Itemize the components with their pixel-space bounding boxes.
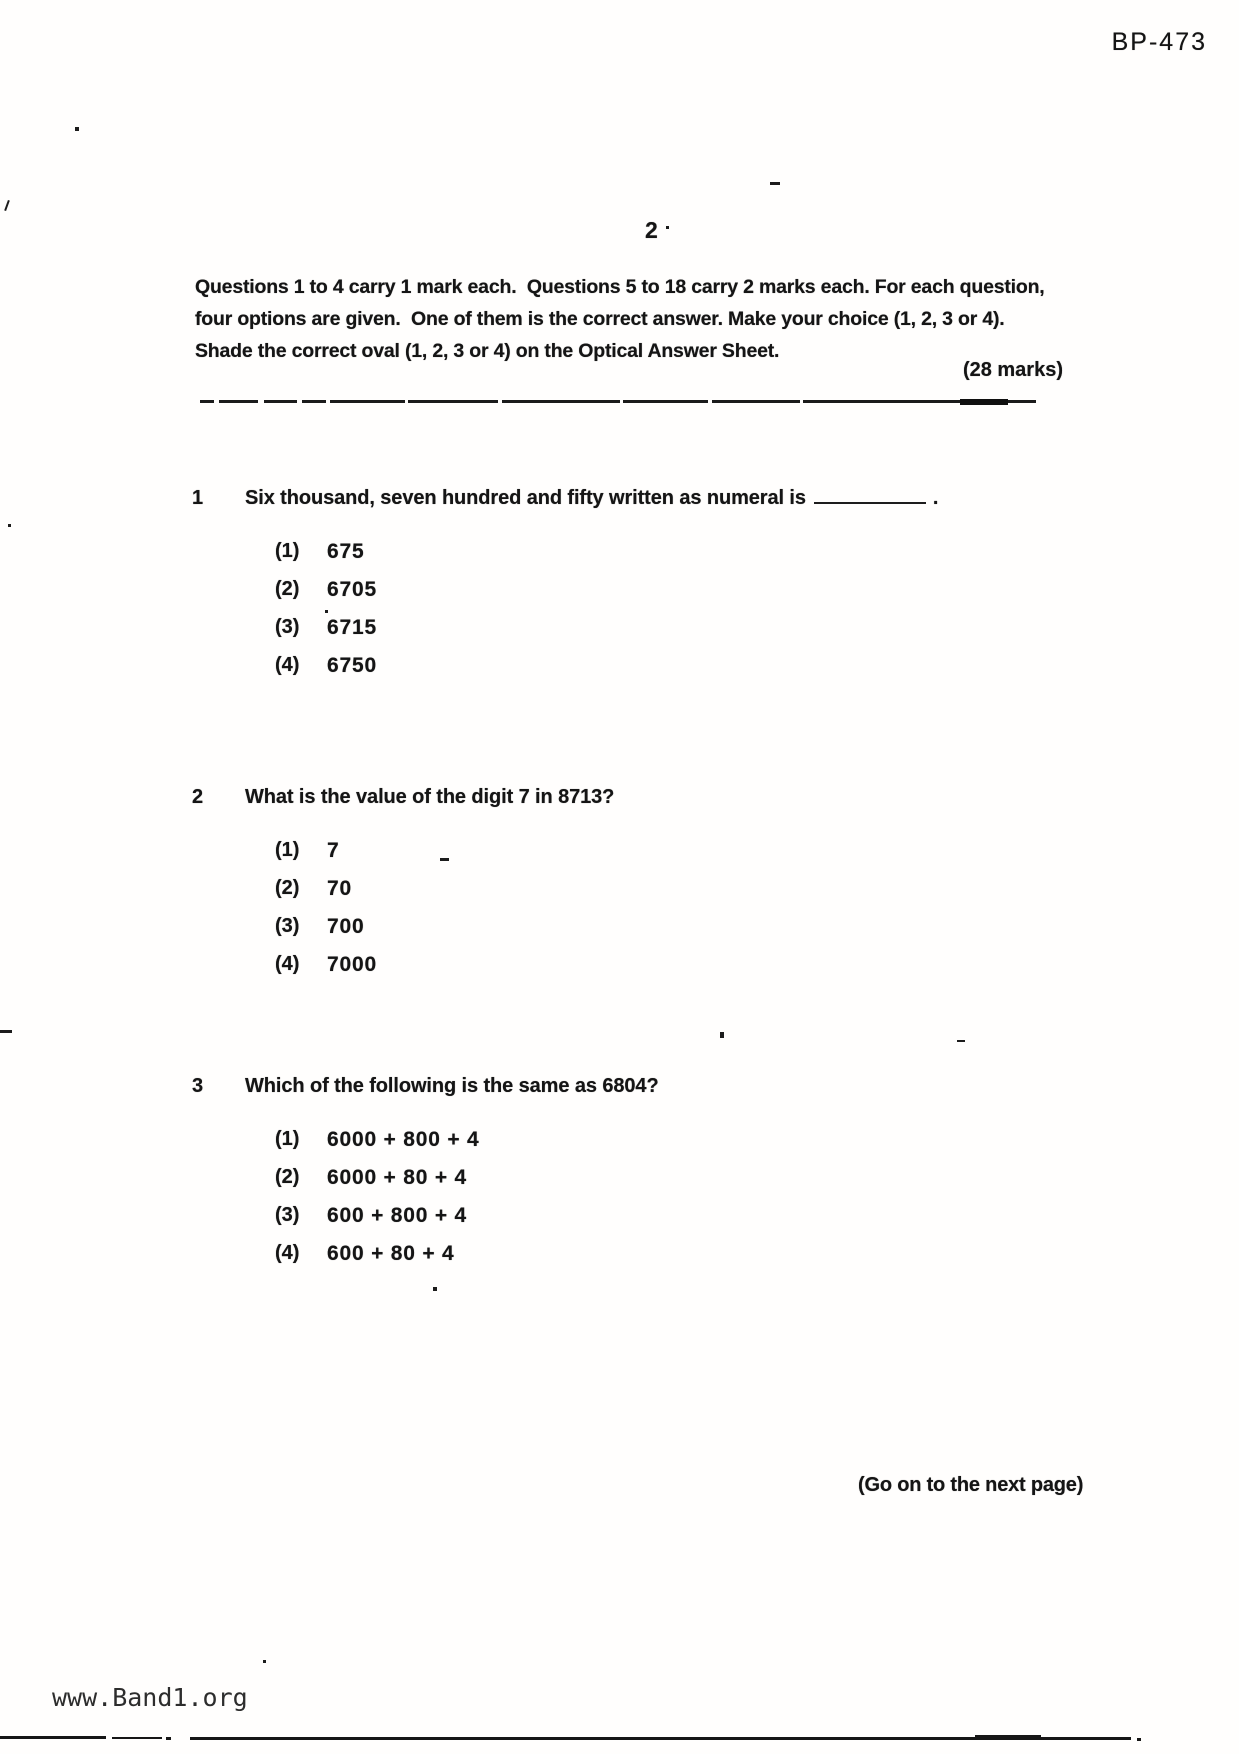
question bbox=[190, 487, 1090, 692]
edge-line-segment bbox=[975, 1735, 1041, 1740]
option-label: (4) bbox=[275, 654, 300, 676]
divider-gap bbox=[297, 398, 302, 405]
option-value: 6000 + 80 + 4 bbox=[327, 1166, 468, 1189]
doc-code: BP-473 bbox=[1111, 28, 1207, 56]
option-label: (2) bbox=[275, 1166, 300, 1188]
option-row bbox=[275, 1128, 1090, 1166]
option-value: 7000 bbox=[327, 953, 377, 976]
option-row bbox=[275, 540, 1090, 578]
marks-note: (28 marks) bbox=[962, 359, 1063, 381]
instruction-line: four options are given. One of them is the correct answer. Make your choice (1, 2, 3 or 4). bbox=[195, 308, 1005, 330]
divider-gap bbox=[214, 398, 219, 405]
scan-artifact bbox=[325, 610, 328, 613]
option-row bbox=[275, 839, 1090, 877]
option-value: 600 + 80 + 4 bbox=[327, 1242, 455, 1265]
section-divider-line bbox=[200, 400, 1036, 403]
scan-artifact bbox=[263, 1660, 266, 1663]
option-row bbox=[275, 877, 1090, 915]
option-value: 6705 bbox=[327, 578, 377, 601]
scan-artifact bbox=[0, 1030, 12, 1033]
option-value: 675 bbox=[327, 540, 365, 563]
divider-gap bbox=[405, 398, 408, 405]
question-text: Which of the following is the same as 6804? bbox=[245, 1075, 659, 1097]
option-label: (3) bbox=[275, 1204, 300, 1226]
question-text: What is the value of the digit 7 in 8713? bbox=[245, 786, 615, 808]
scan-artifact bbox=[440, 858, 449, 861]
scan-artifact bbox=[957, 1040, 965, 1042]
edge-line-segment bbox=[190, 1737, 975, 1740]
question-text: Six thousand, seven hundred and fifty written as numeral is bbox=[245, 487, 806, 509]
option-label: (4) bbox=[275, 1242, 300, 1264]
option-label: (4) bbox=[275, 953, 300, 975]
next-page-note: (Go on to the next page) bbox=[858, 1474, 1084, 1496]
scan-artifact bbox=[720, 1032, 724, 1038]
answer-blank bbox=[806, 487, 939, 509]
question-number: 1 bbox=[192, 487, 204, 509]
options-list bbox=[275, 540, 1090, 692]
question-number: 2 bbox=[192, 786, 204, 808]
scan-artifact bbox=[75, 127, 79, 131]
edge-line-segment bbox=[112, 1737, 162, 1739]
option-label: (2) bbox=[275, 578, 300, 600]
scan-artifact bbox=[4, 200, 10, 211]
divider-gap bbox=[498, 398, 502, 405]
option-label: (1) bbox=[275, 839, 300, 861]
edge-line-segment bbox=[166, 1737, 171, 1740]
option-value: 6750 bbox=[327, 654, 377, 677]
option-row bbox=[275, 953, 1090, 991]
blank-underline bbox=[814, 489, 926, 504]
divider-gap bbox=[620, 398, 623, 405]
divider-thick-segment bbox=[960, 399, 1008, 405]
edge-line-segment bbox=[1137, 1738, 1141, 1741]
instruction-line: Shade the correct oval (1, 2, 3 or 4) on the Optical Answer Sheet. bbox=[195, 340, 780, 362]
instructions-block bbox=[195, 271, 1045, 367]
option-row bbox=[275, 654, 1090, 692]
option-value: 6000 + 800 + 4 bbox=[327, 1128, 480, 1151]
options-list bbox=[275, 839, 1090, 991]
option-row bbox=[275, 1242, 1090, 1280]
scan-artifact bbox=[433, 1287, 437, 1291]
option-value: 600 + 800 + 4 bbox=[327, 1204, 468, 1227]
question-number: 3 bbox=[192, 1075, 204, 1097]
question bbox=[190, 786, 1090, 991]
option-row bbox=[275, 616, 1090, 654]
option-value: 6715 bbox=[327, 616, 377, 639]
question bbox=[190, 1075, 1090, 1280]
option-value: 7 bbox=[327, 839, 340, 862]
option-label: (3) bbox=[275, 616, 300, 638]
scan-artifact bbox=[770, 182, 780, 185]
divider-gap bbox=[326, 398, 330, 405]
option-label: (1) bbox=[275, 1128, 300, 1150]
option-row bbox=[275, 1204, 1090, 1242]
option-value: 70 bbox=[327, 877, 352, 900]
divider-gap bbox=[800, 398, 803, 405]
scan-artifact bbox=[666, 226, 669, 229]
option-label: (3) bbox=[275, 915, 300, 937]
scan-artifact bbox=[8, 524, 11, 527]
option-row bbox=[275, 915, 1090, 953]
edge-line-segment bbox=[0, 1736, 106, 1739]
divider-gap bbox=[708, 398, 712, 405]
option-label: (1) bbox=[275, 540, 300, 562]
option-label: (2) bbox=[275, 877, 300, 899]
watermark-url: www.Band1.org bbox=[52, 1683, 248, 1712]
options-list bbox=[275, 1128, 1090, 1280]
option-row bbox=[275, 1166, 1090, 1204]
page-number: 2 bbox=[645, 217, 658, 243]
option-value: 700 bbox=[327, 915, 365, 938]
instruction-line: Questions 1 to 4 carry 1 mark each. Questions 5 to 18 carry 2 marks each. For each question, bbox=[195, 276, 1045, 298]
edge-line-segment bbox=[1041, 1737, 1131, 1740]
divider-gap bbox=[258, 398, 264, 405]
option-row bbox=[275, 578, 1090, 616]
blank-suffix: . bbox=[932, 487, 939, 509]
